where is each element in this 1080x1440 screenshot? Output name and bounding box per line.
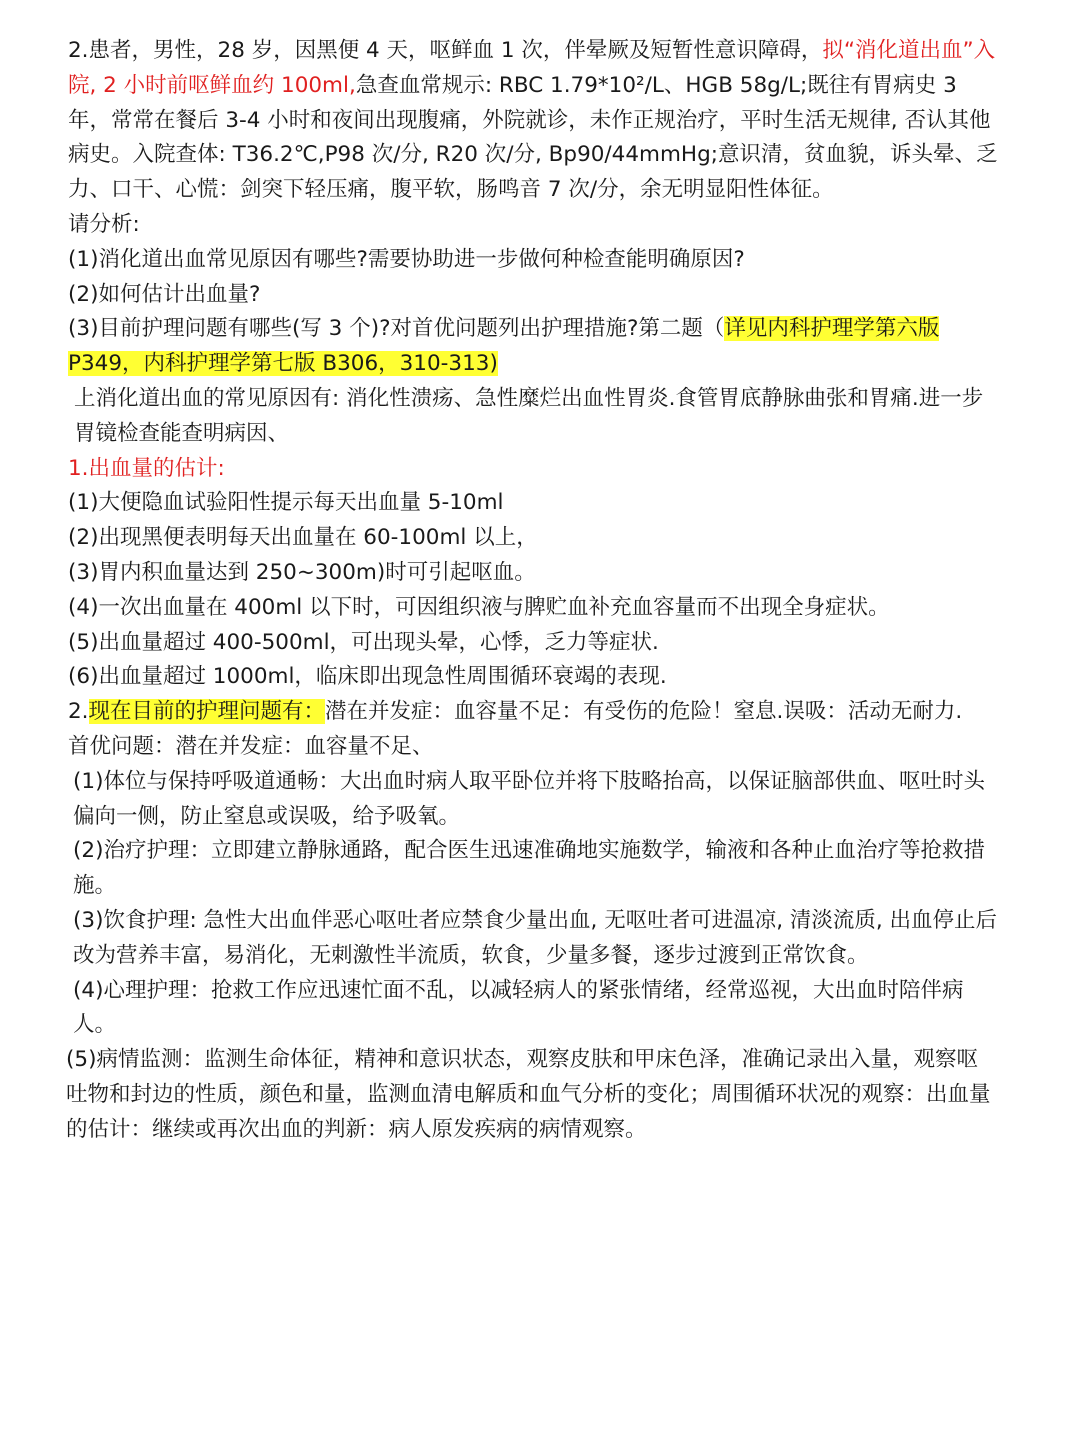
question-3-reference-highlight: 详见内科护理学第六版 P349，内科护理学第七版 B306，310-313) — [68, 316, 940, 377]
question-3-text: (3)目前护理问题有哪些(写 3 个)?对首优问题列出护理措施?第二题（ — [68, 316, 725, 342]
questions-intro: 请分析: — [68, 211, 140, 237]
estimate-item: (5)出血量超过 400-500ml，可出现头晕，心悸，乏力等症状. — [68, 629, 659, 655]
priority-measure: (2)治疗护理：立即建立静脉通路，配合医生迅速准确地实施数学，输液和各种止血治疗等抢救措施。 — [73, 838, 985, 899]
question-2: (2)如何估计出血量? — [68, 281, 261, 307]
nursing-problems-text: 潜在并发症：血容量不足：有受伤的危险！窒息.误吸：活动无耐力. — [325, 699, 963, 725]
priority-measure: (1)体位与保持呼吸道通畅：大出血时病人取平卧位并将下肢略抬高，以保证脑部供血、呕吐时头偏向一侧，防止窒息或误吸，给予吸氧。 — [73, 768, 985, 829]
estimate-item: (6)出血量超过 1000ml，临床即出现急性周围循环衰竭的表现. — [68, 664, 667, 690]
estimate-heading: 1.出血量的估计: — [68, 455, 225, 481]
nursing-problems — [68, 695, 998, 730]
priority-heading: 首优问题：潜在并发症：血容量不足、 — [68, 733, 434, 759]
case-diagnosis-red-a: 拟“消化道出 — [822, 38, 942, 63]
estimate-item: (4)一次出血量在 400ml 以下时，可因组织液与脾贮血补充血容量而不出现全身症状。 — [68, 594, 890, 620]
priority-measure: (3)饮食护理: 急性大出血伴恶心呕吐者应禁食少量出血, 无呕吐者可进温凉, 清淡流质, 出血停止后改为营养丰富，易消化，无刺激性半流质，软食，少量多餐，逐步过渡到正常饮食。 — [73, 907, 998, 968]
priority-measure: (4)心理护理：抢救工作应迅速忙面不乱，以减轻病人的紧张情绪，经常巡视，大出血时陪伴病人。 — [73, 977, 964, 1038]
question-1: (1)消化道出血常见原因有哪些?需要协助进一步做何种检查能明确原因? — [68, 246, 745, 272]
case-description — [68, 34, 998, 208]
estimate-item: (3)胃内积血量达到 250~300m)时可引起呕血。 — [68, 559, 536, 585]
nursing-problems-heading-highlight: 现在目前的护理问题有： — [88, 699, 326, 725]
case-text-a: 2.患者，男性，28 岁，因黑便 4 天，呕鲜血 1 次，伴晕厥及短暂性意识障碍， — [68, 38, 823, 63]
case-diagnosis-red-b: 血”入院, 2 小时前呕鲜血约 100ml, — [68, 38, 996, 98]
estimate-item: (1)大便隐血试验阳性提示每天出血量 5-10ml — [68, 490, 504, 516]
document-body — [68, 34, 998, 1148]
estimate-item: (2)出现黑便表明每天出血量在 60-100ml 以上， — [68, 525, 538, 551]
answer-causes: 上消化道出血的常见原因有: 消化性溃疡、急性糜烂出血性胃炎.食管胃底静脉曲张和胃痛.进一步胃镜检查能查明病因、 — [74, 385, 984, 446]
priority-measure: (5)病情监测：监测生命体征，精神和意识状态，观察皮肤和甲床色泽，准确记录出入量，观察呕吐物和封边的性质，颜色和量，监测血清电解质和血气分析的变化；周围循环状况的观察：出血量的估计：继续或再次出血的判新：病人原发疾病的病情观察。 — [66, 1047, 991, 1142]
case-text-b: 急查血常规示: RBC 1.79*10²/L、HGB 58g/L;既往有胃 — [355, 72, 894, 98]
nursing-problems-prefix: 2. — [68, 699, 89, 725]
question-3 — [68, 312, 998, 382]
case-text-rest: 病史 3 年，常常在餐后 3-4 小时和夜间出现腹痛，外院就诊，未作正规治疗，平时生活无规律, 否认其他病史。入院查体: T36.2℃,P98 次/分, R20 次/分, Bp90/44mmHg;意识清，贫血貌，诉头晕、乏力、口干、心慌：剑突下轻压痛，腹平软，肠鸣音 7 次/分，余无明显阳性体征。 — [68, 72, 998, 203]
